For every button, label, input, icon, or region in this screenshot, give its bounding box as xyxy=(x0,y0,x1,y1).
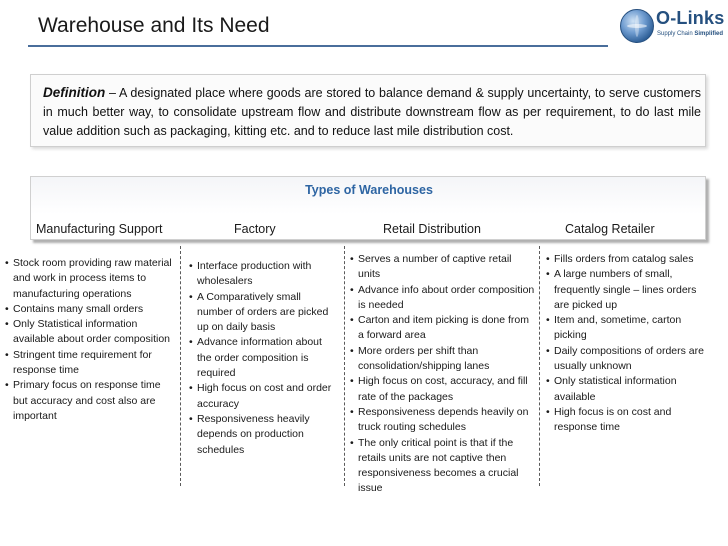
list-item: • Only Statistical information available about order composition xyxy=(5,317,173,348)
manufacturing-support-list xyxy=(5,256,173,424)
logo-tagline-bold: Simplified xyxy=(694,31,724,37)
types-header-box xyxy=(30,176,706,240)
list-item: • Daily compositions of orders are usually unknown xyxy=(546,344,714,375)
column-divider xyxy=(344,246,345,486)
list-item: • Stringent time requirement for response time xyxy=(5,348,173,379)
list-item: • The only critical point is that if the retails units are not captive then responsiveness becomes a crucial issue xyxy=(350,436,536,497)
globe-icon xyxy=(620,9,654,43)
logo-tagline-plain: Supply Chain xyxy=(657,31,695,37)
logo-name: O-Links xyxy=(656,8,725,28)
list-item: • Item and, sometime, carton picking xyxy=(546,313,714,344)
title-underline xyxy=(28,45,608,47)
factory-list xyxy=(189,259,339,458)
column-heading-retail-distribution: Retail Distribution xyxy=(383,222,481,236)
column-divider xyxy=(180,246,181,486)
list-item: • More orders per shift than consolidation/shipping lanes xyxy=(350,344,536,375)
column-heading-manufacturing-support: Manufacturing Support xyxy=(36,222,163,236)
list-item: • Primary focus on response time but accuracy and cost also are important xyxy=(5,378,173,424)
list-item: • Contains many small orders xyxy=(5,302,173,317)
list-item: • Advance information about the order composition is required xyxy=(189,335,339,381)
column-heading-factory: Factory xyxy=(234,222,276,236)
company-logo xyxy=(620,6,725,48)
list-item: • Serves a number of captive retail units xyxy=(350,252,536,283)
list-item: • Only statistical information available xyxy=(546,374,714,405)
list-item: • Fills orders from catalog sales xyxy=(546,252,714,267)
list-item: • A large numbers of small, frequently single – lines orders are picked up xyxy=(546,267,714,313)
column-heading-catalog-retailer: Catalog Retailer xyxy=(565,222,655,236)
list-item: • Interface production with wholesalers xyxy=(189,259,339,290)
catalog-retailer-list xyxy=(546,252,714,436)
definition-text xyxy=(43,83,701,141)
list-item: • Stock room providing raw material and work in process items to manufacturing operations xyxy=(5,256,173,302)
types-title: Types of Warehouses xyxy=(305,183,433,197)
list-item: • High focus on cost, accuracy, and fill rate of the packages xyxy=(350,374,536,405)
definition-box xyxy=(30,74,706,147)
list-item: • High focus on cost and order accuracy xyxy=(189,381,339,412)
list-item: • High focus is on cost and response time xyxy=(546,405,714,436)
definition-body: – A designated place where goods are stored to balance demand & supply uncertainty, to serve customers in much better way, to consolidate upstream flow and distribute downstream flow as per requirement, to do last mile value addition such as packaging, kitting etc. and to reduce last mile distribution cost. xyxy=(43,86,701,138)
list-item: • A Comparatively small number of orders are picked up on daily basis xyxy=(189,290,339,336)
list-item: • Carton and item picking is done from a forward area xyxy=(350,313,536,344)
list-item: • Responsiveness depends heavily on truck routing schedules xyxy=(350,405,536,436)
list-item: • Responsiveness heavily depends on production schedules xyxy=(189,412,339,458)
page-title: Warehouse and Its Need xyxy=(38,14,270,37)
definition-term: Definition xyxy=(43,85,106,100)
list-item: • Advance info about order composition is needed xyxy=(350,283,536,314)
logo-tagline xyxy=(657,31,723,37)
retail-distribution-list xyxy=(350,252,536,497)
column-divider xyxy=(539,246,540,486)
